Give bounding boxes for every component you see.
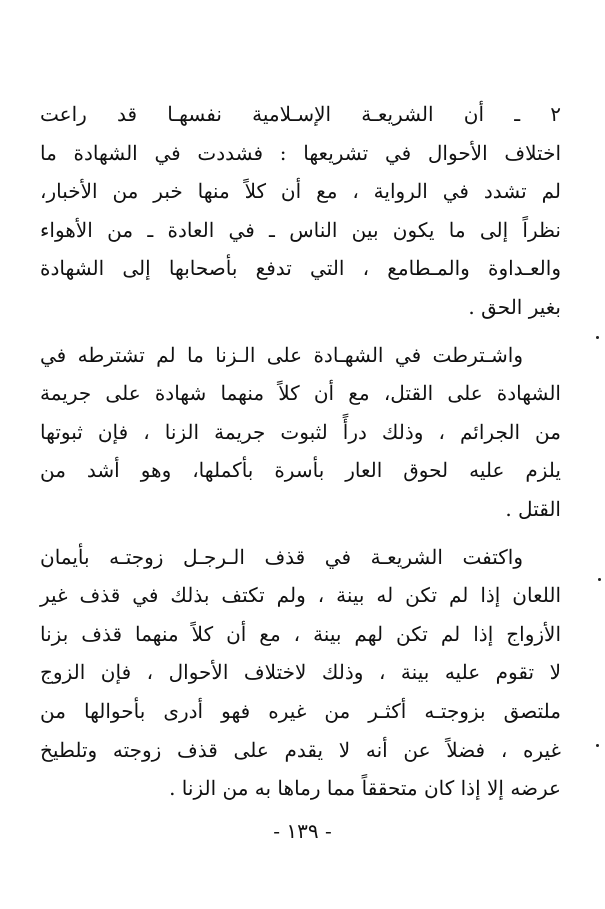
text-line: الشهادة على القتل، مع أن كلاً منهما شهادة على جريمة xyxy=(40,381,561,406)
text-line: نظراً إلى ما يكون بين الناس ـ في العادة ـ من الأهواء xyxy=(40,217,561,242)
text-line: واكتفت الشريعـة في قذف الـرجـل زوجتـه بأيمان xyxy=(40,544,523,569)
text-line: القتل . xyxy=(505,496,561,521)
text-line: يلزم عليه لحوق العار بأسرة بأكملها، وهو أشد من xyxy=(40,458,561,483)
text-line: بغير الحق . xyxy=(468,294,561,319)
text-line: واشـترطت في الشهـادة على الـزنا ما لم تشترطه في xyxy=(40,342,523,367)
page-number: - ١٣٩ - xyxy=(273,819,332,843)
text-line: لم تشدد في الرواية ، مع أن كلاً منها خبر من الأخبار، xyxy=(40,179,561,204)
paragraph-3 xyxy=(40,538,561,808)
text-line: من الجرائم ، وذلك درأً لثبوت جريمة الزنا ، فإن ثبوتها xyxy=(40,419,561,444)
text-line: ملتصق بزوجتـه أكثـر من غيره فهو أدرى بأحوالها من xyxy=(40,698,561,723)
scan-speck xyxy=(596,336,599,339)
scan-speck xyxy=(598,578,601,581)
text-line: عرضه إلا إذا كان متحققاً مما رماها به من الزنا . xyxy=(169,776,561,801)
text-line: ٢ ـ أن الشريعـة الإسـلامية نفسهـا قد راعت xyxy=(40,102,561,126)
paragraph-2 xyxy=(40,336,561,529)
text-line: والعـداوة والمـطامع ، التي تدفع بأصحابها إلى الشهادة xyxy=(40,256,561,281)
text-line: لا تقوم عليه بينة ، وذلك لاختلاف الأحوال ، فإن الزوج xyxy=(40,660,561,685)
text-line: اختلاف الأحوال في تشريعها : فشددت في الشهادة ما xyxy=(40,140,561,165)
text-line: الأزواج إذا لم تكن لهم بينة ، مع أن كلاً منهما قذف بزنا xyxy=(40,621,561,646)
scan-speck xyxy=(596,744,599,747)
paragraph-1 xyxy=(40,95,561,327)
text-line: غيره ، فضلاً عن أنه لا يقدم على قذف زوجته وتلطيخ xyxy=(40,737,561,762)
page-body xyxy=(40,95,561,817)
text-line: اللعان إذا لم تكن له بينة ، ولم تكتف بذلك في قذف غير xyxy=(40,583,561,608)
